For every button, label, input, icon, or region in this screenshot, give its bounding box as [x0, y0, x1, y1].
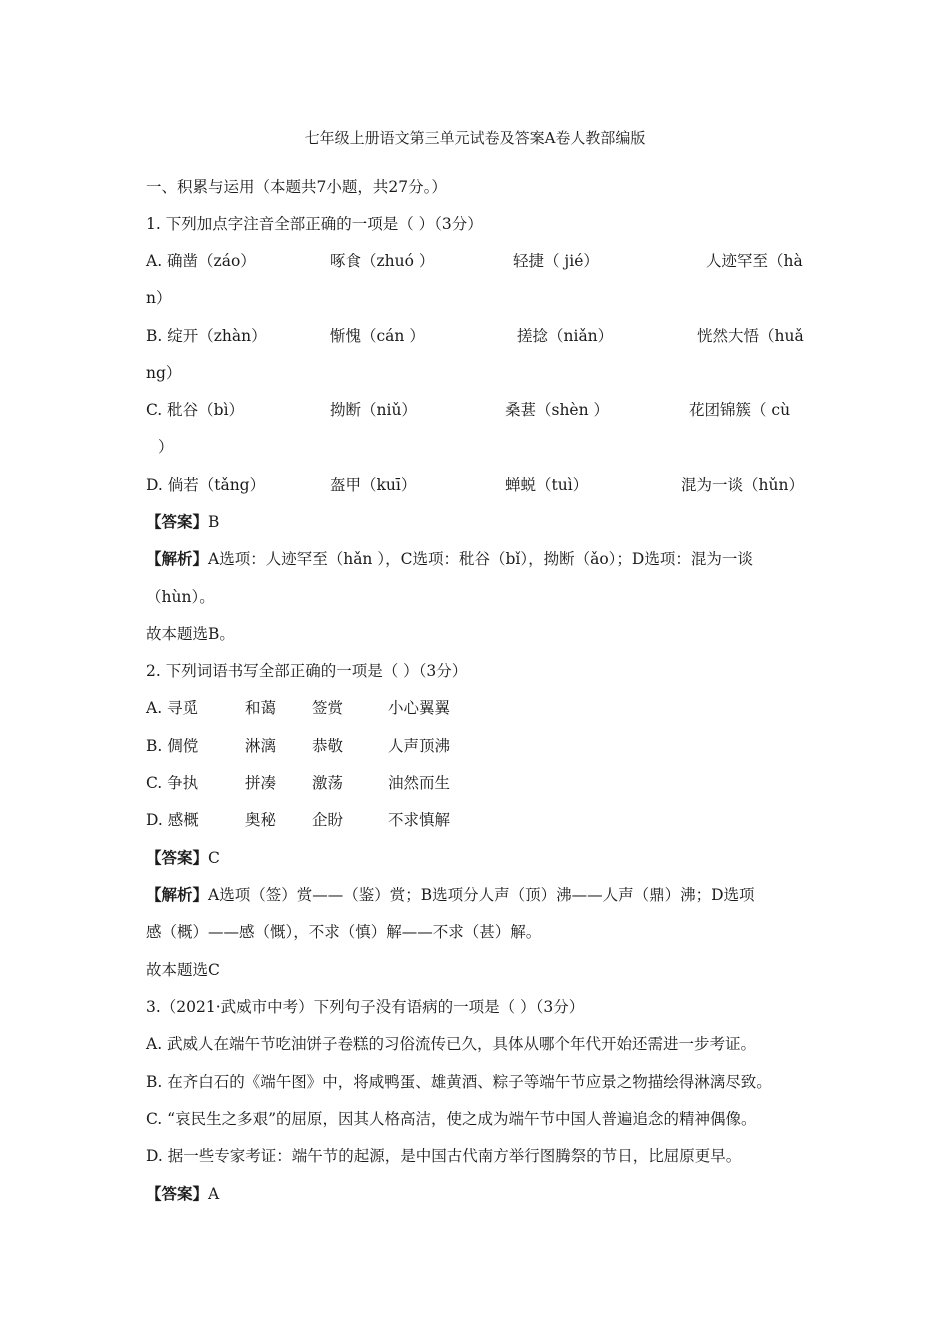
q1-option-d-word-1: D. 倘若（tǎng） [146, 476, 266, 494]
answer-label: 【答案】 [146, 1184, 209, 1203]
q2-option-d-word-1: D. 感概 [146, 811, 199, 829]
q2-option-b-word-1: B. 倜傥 [146, 737, 199, 755]
section-heading: 一、积累与运用（本题共7小题，共27分。） [146, 178, 447, 196]
analysis-text: A选项（签）赏——（鉴）赏；B选项分人声（顶）沸——人声（鼎）沸；D选项 [208, 886, 755, 904]
q2-option-c-word-2: 拼凑 [245, 774, 277, 792]
q2-option-a-word-2: 和蔼 [245, 699, 277, 717]
q2-option-c-word-3: 激荡 [312, 774, 344, 792]
q1-option-b-word-2: 惭愧（cán ） [330, 327, 425, 345]
q1-option-d-word-4: 混为一谈（hǔn） [681, 476, 804, 494]
q1-analysis [146, 548, 753, 570]
analysis-text: A选项：人迹罕至（hǎn ），C选项：秕谷（bǐ），拗断（ǎo）；D选项：混为一谈 [208, 550, 753, 568]
answer-value: A [208, 1185, 220, 1203]
q1-option-c-word-2: 拗断（niǔ） [330, 401, 417, 419]
q2-option-a-word-4: 小心翼翼 [388, 699, 451, 717]
q1-conclusion: 故本题选B。 [146, 625, 235, 643]
q1-option-a-word-1: A. 确凿（záo） [146, 252, 256, 270]
q3-option-b: B. 在齐白石的《端午图》中，将咸鸭蛋、雄黄酒、粽子等端午节应景之物描绘得淋漓尽致。 [146, 1073, 772, 1091]
analysis-label: 【解析】 [146, 549, 209, 568]
q3-option-d: D. 据一些专家考证：端午节的起源，是中国古代南方举行图腾祭的节日，比屈原更早。 [146, 1147, 742, 1165]
q1-option-c-wrap: ） [158, 438, 174, 456]
q1-option-a-wrap: n） [146, 289, 172, 307]
q1-option-b-wrap: ng） [146, 364, 182, 382]
q2-conclusion: 故本题选C [146, 961, 220, 979]
q1-option-b-word-4: 恍然大悟（huǎ [697, 327, 804, 345]
q1-answer [146, 511, 219, 533]
q2-option-d-word-2: 奥秘 [245, 811, 277, 829]
q2-option-a-word-1: A. 寻觅 [146, 699, 199, 717]
answer-label: 【答案】 [146, 512, 209, 531]
q2-option-c-word-1: C. 争执 [146, 774, 199, 792]
q1-option-d-word-2: 盔甲（kuī） [330, 476, 417, 494]
q2-option-b-word-2: 淋漓 [245, 737, 277, 755]
q2-analysis-cont: 感（概）——感（慨），不求（慎）解——不求（甚）解。 [146, 923, 542, 941]
q1-option-c-word-1: C. 秕谷（bì） [146, 401, 245, 419]
q1-option-b-word-3: 搓捻（niǎn） [517, 327, 614, 345]
question-2-stem: 2. 下列词语书写全部正确的一项是（ ）（3分） [146, 662, 468, 680]
q1-option-c-word-4: 花团锦簇（ cù [689, 401, 791, 419]
document-title: 七年级上册语文第三单元试卷及答案A卷人教部编版 [304, 129, 646, 147]
answer-label: 【答案】 [146, 848, 209, 867]
q2-option-d-word-4: 不求慎解 [388, 811, 451, 829]
question-1-stem: 1. 下列加点字注音全部正确的一项是（ ）（3分） [146, 215, 483, 233]
answer-value: C [208, 849, 220, 867]
q2-option-b-word-4: 人声顶沸 [388, 737, 451, 755]
q3-answer [146, 1183, 219, 1205]
q1-option-b-word-1: B. 绽开（zhàn） [146, 327, 267, 345]
q3-option-c: C. “哀民生之多艰”的屈原，因其人格高洁，使之成为端午节中国人普遍追念的精神偶像。 [146, 1110, 757, 1128]
q1-option-a-word-3: 轻捷（ jié） [513, 252, 599, 270]
analysis-label: 【解析】 [146, 885, 209, 904]
q1-option-d-word-3: 蝉蜕（tuì） [505, 476, 589, 494]
question-3-stem: 3.（2021·武威市中考）下列句子没有语病的一项是（ ）（3分） [146, 998, 585, 1016]
q1-analysis-cont: （hùn）。 [146, 588, 215, 606]
q2-analysis [146, 884, 755, 906]
q2-option-b-word-3: 恭敬 [312, 737, 344, 755]
q1-option-a-word-2: 啄食（zhuó ） [330, 252, 435, 270]
answer-value: B [208, 513, 220, 531]
q1-option-c-word-3: 桑葚（shèn ） [505, 401, 610, 419]
q2-answer [146, 847, 220, 869]
q2-option-c-word-4: 油然而生 [388, 774, 451, 792]
q1-option-a-word-4: 人迹罕至（hà [706, 252, 803, 270]
q2-option-a-word-3: 签赏 [312, 699, 344, 717]
q3-option-a: A. 武威人在端午节吃油饼子卷糕的习俗流传已久，具体从哪个年代开始还需进一步考证。 [146, 1035, 757, 1053]
q2-option-d-word-3: 企盼 [312, 811, 344, 829]
